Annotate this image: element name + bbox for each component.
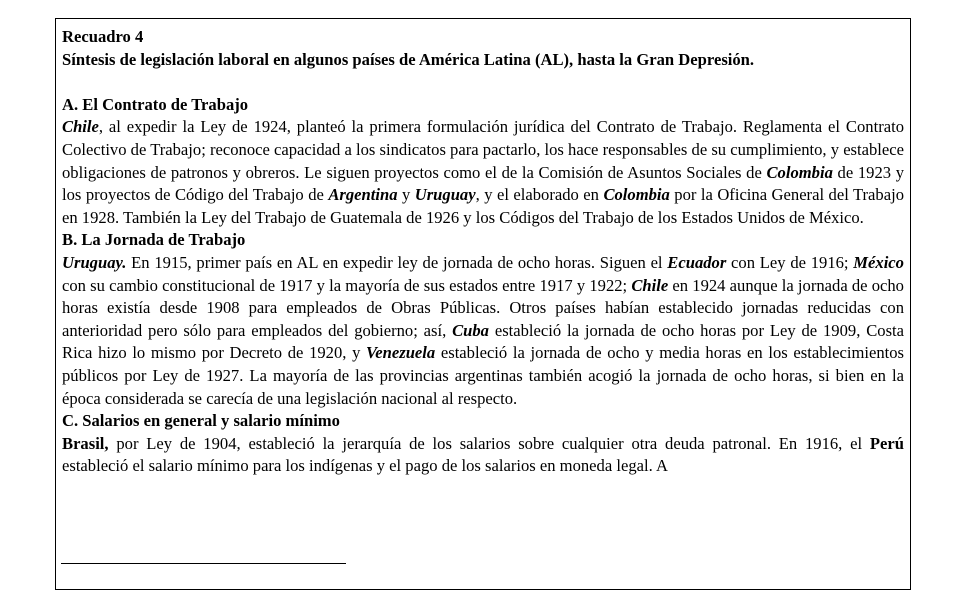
section-heading-b: B. La Jornada de Trabajo	[62, 230, 246, 250]
paragraph-text: estableció la jornada de ocho horas por Ley de 1909, Costa Rica hizo lo mismo por Decreto de 1920, y	[62, 320, 904, 363]
paragraph-text: estableció el salario mínimo para los indígenas y el pago de los salarios en moneda legal. A	[62, 456, 668, 476]
paragraph-text: , y el elaborado en	[475, 185, 604, 205]
paragraph-text: estableció la jornada de ocho y media horas en los establecimientos públicos por Ley de 1927. La mayoría de las provincias argentinas también acogió la jornada de ocho horas, si bien en la época considerada se carecía de una legislación nacional al respecto.	[62, 343, 904, 408]
footnote-separator-line	[61, 563, 346, 564]
country-name: Uruguay	[414, 185, 476, 205]
country-name: Colombia	[766, 162, 833, 182]
country-name: Chile	[62, 117, 99, 137]
country-name: Brasil,	[62, 433, 109, 453]
section-paragraph-b	[62, 252, 904, 410]
country-name: Venezuela	[366, 343, 436, 363]
box-label: Recuadro 4	[62, 27, 144, 46]
country-name: Chile	[631, 275, 669, 295]
country-name: México	[853, 252, 904, 272]
section-heading-a: A. El Contrato de Trabajo	[62, 94, 249, 114]
country-name: Ecuador	[667, 252, 727, 272]
paragraph-text: En 1915, primer país en AL en expedir ley de jornada de ocho horas. Siguen el	[126, 252, 668, 272]
country-name: Uruguay.	[62, 252, 127, 272]
blank-line	[62, 71, 904, 94]
section-heading-c: C. Salarios en general y salario mínimo	[62, 411, 340, 431]
paragraph-text: y	[397, 185, 415, 205]
paragraph-text: por la Oficina General del Trabajo en 1928. También la Ley del Trabajo de Guatemala de 1926 y los Códigos del Trabajo de los Estados Unidos de México.	[62, 185, 904, 227]
country-name: Cuba	[452, 320, 489, 340]
paragraph-text: , al expedir la Ley de 1924, planteó la primera formulación jurídica del Contrato de Trabajo. Reglamenta el Contrato Colectivo de Trabajo; reconoce capacidad a los sindicatos para pactarlo, los hace responsables de su cumplimiento, y establece obligaciones de patronos y obreros. Le siguen proyectos como el de la Comisión de Asuntos Sociales de	[62, 117, 904, 182]
paragraph-text: con Ley de 1916;	[726, 252, 854, 272]
section-paragraph-c	[62, 433, 904, 478]
country-name: Argentina	[328, 185, 398, 205]
country-name: Perú	[869, 433, 904, 453]
text-box-recuadro-4	[55, 18, 911, 590]
box-title: Síntesis de legislación laboral en algunos países de América Latina (AL), hasta la Gran Depresión.	[62, 49, 755, 69]
paragraph-text: de 1923 y los proyectos de Código del Trabajo de	[62, 162, 904, 205]
section-paragraph-a	[62, 116, 904, 229]
paragraph-text: en 1924 aunque la jornada de ocho horas existía desde 1908 para empleados de Obras Públicas. Otros países habían establecido jornadas reducidas con anterioridad pero sólo para empleados del gobierno; así,	[62, 275, 904, 340]
country-name: Colombia	[603, 185, 670, 205]
paragraph-text: por Ley de 1904, estableció la jerarquía de los salarios sobre cualquier otra deuda patronal. En 1916, el	[108, 433, 870, 453]
paragraph-text: con su cambio constitucional de 1917 y la mayoría de sus estados entre 1917 y 1922;	[62, 275, 632, 295]
